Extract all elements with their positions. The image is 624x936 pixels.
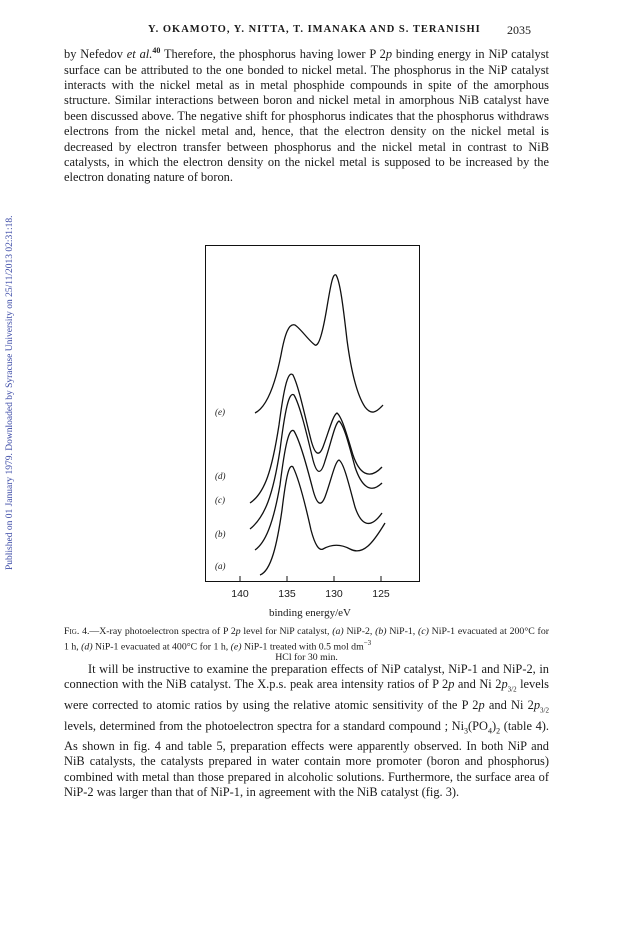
curve-label-b: (b) xyxy=(215,529,226,539)
x-axis-title: binding energy/eV xyxy=(269,607,351,619)
curve-label-c: (c) xyxy=(215,495,225,505)
paragraph-1: by Nefedov et al.$^{40}$ Therefore, the phosphorus having lower P 2p binding energy in NiP catalyst surface can be attributed to the one bonded to nickel metal. The phosphorus in the NiP catalyst interacts with the nickel metal as in metal phosphide compounds in spite of the amorphous structure. Similar interactions between boron and nickel metal in amorphous NiB catalyst have been discussed above. The negative shift for phosphorus indicates that the phosphorus withdraws electrons from the nickel metal and, hence, that the electron density on the nickel metal is decreased by electron transfer between phosphorus and the nickel metal in contrast to NiB catalysts, in which the electron density on the nickel metal is supposed to be increased by the electron donating nature of boron. xyxy=(64,46,549,185)
curve-label-e: (e) xyxy=(215,407,225,417)
x-tick-label: 140 xyxy=(231,588,249,600)
spectrum-e xyxy=(255,275,383,413)
download-notice: Published on 01 January 1979. Downloaded by Syracuse University on 25/11/2013 02:31:18. xyxy=(5,215,15,570)
x-tick-label: 130 xyxy=(325,588,343,600)
page-number: 2035 xyxy=(507,23,531,37)
curve-label-d: (d) xyxy=(215,471,226,481)
spectrum-c xyxy=(250,394,382,529)
xps-figure xyxy=(205,245,420,600)
curve-label-a: (a) xyxy=(215,561,226,571)
x-tick-label: 135 xyxy=(278,588,296,600)
running-head xyxy=(0,24,624,40)
spectrum-b xyxy=(255,430,382,550)
paragraph-2: It will be instructive to examine the preparation effects of NiP catalyst, NiP-1 and NiP-2, in connection with the NiB catalyst. The X.p.s. peak area intensity ratios of P 2p and Ni $2p_{3/2}$ levels were corrected to atomic ratios by using the relative atomic sensitivity of the P 2p and Ni $2p_{3/2}$ levels, determined from the photoelectron spectra for a standard compound ; $Ni_3(PO_4)_2$ (table 4). As shown in fig. 4 and table 5, preparation effects were apparently observed. In both NiP and NiB catalysts, the catalysts prepared in water contain more promoter (boron and phosphorus) combined with metal than those prepared in alcoholic solutions. Furthermore, the surface area of NiP-2 was larger than that of NiP-1, in agreement with the NiB catalyst (fig. 3). xyxy=(64,662,550,800)
figure-caption: Fig. 4.—X-ray photoelectron spectra of P 2p level for NiP catalyst, (a) NiP-2, (b) NiP-1, (c) NiP-1 evacuated at 200°C for 1 h, (d) NiP-1 evacuated at 400°C for 1 h, (e) NiP-1 treated with 0.5 mol $dm^{-3}$ HCl for 30 min. xyxy=(64,626,549,664)
xps-spectra-plot xyxy=(205,245,420,590)
spectrum-a xyxy=(260,466,385,575)
plot-frame xyxy=(206,246,420,582)
x-tick-label: 125 xyxy=(372,588,390,600)
running-head-authors: Y. OKAMOTO, Y. NITTA, T. IMANAKA AND S. TERANISHI xyxy=(148,24,481,35)
